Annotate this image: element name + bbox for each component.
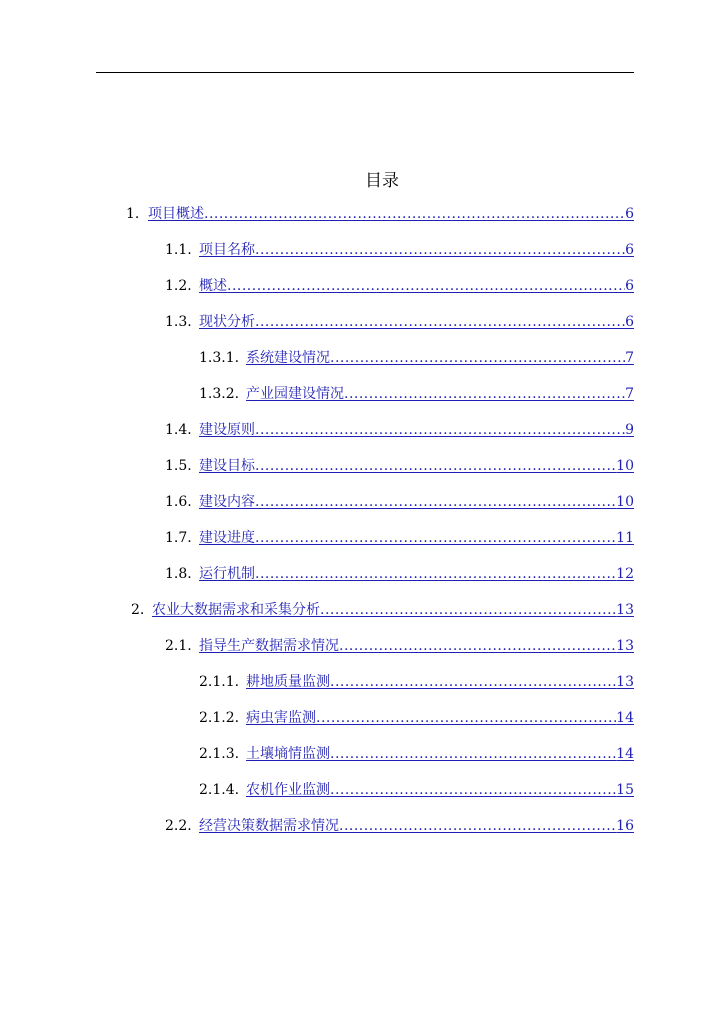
- toc-entry-text: 指导生产数据需求情况: [199, 638, 339, 654]
- toc-entry-1: [126, 202, 634, 226]
- toc-entry-number: 1.1.: [165, 242, 192, 258]
- toc-entry-link[interactable]: [246, 346, 634, 370]
- toc-entry-link[interactable]: [152, 598, 634, 622]
- toc-entry-1-8: [165, 562, 634, 586]
- toc-leader-dots: [339, 814, 616, 838]
- toc-entry-2-1-1: [199, 670, 634, 694]
- toc-entry-text: 建设进度: [199, 530, 255, 546]
- toc-entry-link[interactable]: [199, 310, 634, 334]
- toc-entry-page: 16: [616, 818, 634, 834]
- toc-entry-2-1-3: [199, 742, 634, 766]
- toc-entry-link[interactable]: [199, 238, 634, 262]
- toc-entry-number: 2.1.: [165, 638, 192, 654]
- toc-entry-number: 2.: [131, 602, 145, 618]
- toc-entry-number: 2.1.2.: [199, 710, 240, 726]
- toc-entry-number: 1.: [126, 206, 140, 222]
- toc-entry-link[interactable]: [199, 526, 634, 550]
- toc-entry-page: 13: [616, 674, 634, 690]
- toc-entry-page: 10: [616, 458, 634, 474]
- toc-title: 目录: [365, 171, 399, 191]
- toc-entry-1-3: [165, 310, 634, 334]
- toc-entry-number: 1.3.: [165, 314, 192, 330]
- toc-entry-page: 15: [616, 782, 634, 798]
- toc-leader-dots: [339, 634, 616, 658]
- header-rule: [96, 72, 634, 73]
- toc-entry-page: 11: [616, 530, 634, 546]
- toc-entry-page: 6: [625, 278, 634, 294]
- toc-entry-1-3-2: [199, 382, 634, 406]
- toc-entry-link[interactable]: [199, 490, 634, 514]
- toc-leader-dots: [330, 670, 616, 694]
- toc-entry-text: 建设原则: [199, 422, 255, 438]
- toc-entry-number: 2.1.4.: [199, 782, 240, 798]
- toc-entry-number: 1.5.: [165, 458, 192, 474]
- toc-entry-link[interactable]: [246, 706, 634, 730]
- toc-entry-page: 6: [625, 206, 634, 222]
- toc-entry-1-6: [165, 490, 634, 514]
- toc-entry-text: 经营决策数据需求情况: [199, 818, 339, 834]
- toc-entry-page: 7: [625, 386, 634, 402]
- toc-entry-page: 14: [616, 710, 634, 726]
- toc-leader-dots: [227, 274, 625, 298]
- toc-entry-1-5: [165, 454, 634, 478]
- toc-entry-number: 1.8.: [165, 566, 192, 582]
- toc-leader-dots: [255, 310, 625, 334]
- toc-entry-number: 2.1.1.: [199, 674, 240, 690]
- toc-entry-link[interactable]: [199, 634, 634, 658]
- toc-entry-1-1: [165, 238, 634, 262]
- toc-leader-dots: [255, 238, 625, 262]
- toc-leader-dots: [204, 202, 625, 226]
- toc-leader-dots: [330, 778, 616, 802]
- toc-entry-text: 农业大数据需求和采集分析: [152, 602, 320, 618]
- toc-entry-page: 9: [625, 422, 634, 438]
- toc-entry-page: 6: [625, 314, 634, 330]
- toc-entry-link[interactable]: [246, 742, 634, 766]
- toc-entry-number: 2.2.: [165, 818, 192, 834]
- toc-entry-page: 13: [616, 638, 634, 654]
- toc-entry-link[interactable]: [199, 418, 634, 442]
- toc-entry-link[interactable]: [199, 274, 634, 298]
- toc-entry-2-1-2: [199, 706, 634, 730]
- toc-entry-link[interactable]: [199, 454, 634, 478]
- toc-entry-text: 系统建设情况: [246, 350, 330, 366]
- toc-entry-2-1: [165, 634, 634, 658]
- toc-entry-number: 1.2.: [165, 278, 192, 294]
- toc-entry-number: 1.6.: [165, 494, 192, 510]
- toc-entry-1-2: [165, 274, 634, 298]
- toc-entry-number: 1.3.2.: [199, 386, 240, 402]
- toc-leader-dots: [255, 562, 616, 586]
- toc-entry-text: 病虫害监测: [246, 710, 316, 726]
- toc-leader-dots: [320, 598, 616, 622]
- toc-leader-dots: [330, 742, 616, 766]
- toc-entry-1-4: [165, 418, 634, 442]
- toc-entry-text: 概述: [199, 278, 227, 294]
- toc-entry-page: 13: [616, 602, 634, 618]
- toc-entry-page: 12: [616, 566, 634, 582]
- toc-entry-text: 农机作业监测: [246, 782, 330, 798]
- toc-entry-page: 7: [625, 350, 634, 366]
- toc-leader-dots: [330, 346, 625, 370]
- toc-entry-text: 耕地质量监测: [246, 674, 330, 690]
- toc-entry-link[interactable]: [246, 382, 634, 406]
- toc-entry-2: [131, 598, 634, 622]
- toc-entry-text: 项目名称: [199, 242, 255, 258]
- toc-entry-2-2: [165, 814, 634, 838]
- toc-entry-link[interactable]: [246, 778, 634, 802]
- toc-entry-link[interactable]: [148, 202, 634, 226]
- toc-entry-text: 产业园建设情况: [246, 386, 344, 402]
- toc-entry-number: 1.7.: [165, 530, 192, 546]
- toc-entry-number: 1.4.: [165, 422, 192, 438]
- toc-entry-1-3-1: [199, 346, 634, 370]
- toc-entry-number: 1.3.1.: [199, 350, 240, 366]
- toc-entry-2-1-4: [199, 778, 634, 802]
- toc-leader-dots: [255, 526, 616, 550]
- toc-leader-dots: [344, 382, 625, 406]
- toc-leader-dots: [255, 418, 625, 442]
- toc-entry-text: 建设内容: [199, 494, 255, 510]
- toc-entry-page: 6: [625, 242, 634, 258]
- toc-entry-text: 土壤墒情监测: [246, 746, 330, 762]
- toc-leader-dots: [255, 490, 616, 514]
- toc-leader-dots: [255, 454, 616, 478]
- toc-entry-link[interactable]: [199, 562, 634, 586]
- toc-entry-link[interactable]: [199, 814, 634, 838]
- toc-entry-text: 建设目标: [199, 458, 255, 474]
- toc-entry-page: 14: [616, 746, 634, 762]
- toc-entry-number: 2.1.3.: [199, 746, 240, 762]
- toc-entry-1-7: [165, 526, 634, 550]
- toc-entry-text: 现状分析: [199, 314, 255, 330]
- toc-entry-text: 运行机制: [199, 566, 255, 582]
- toc-entry-page: 10: [616, 494, 634, 510]
- toc-entry-link[interactable]: [246, 670, 634, 694]
- toc-leader-dots: [316, 706, 616, 730]
- toc-entry-text: 项目概述: [148, 206, 204, 222]
